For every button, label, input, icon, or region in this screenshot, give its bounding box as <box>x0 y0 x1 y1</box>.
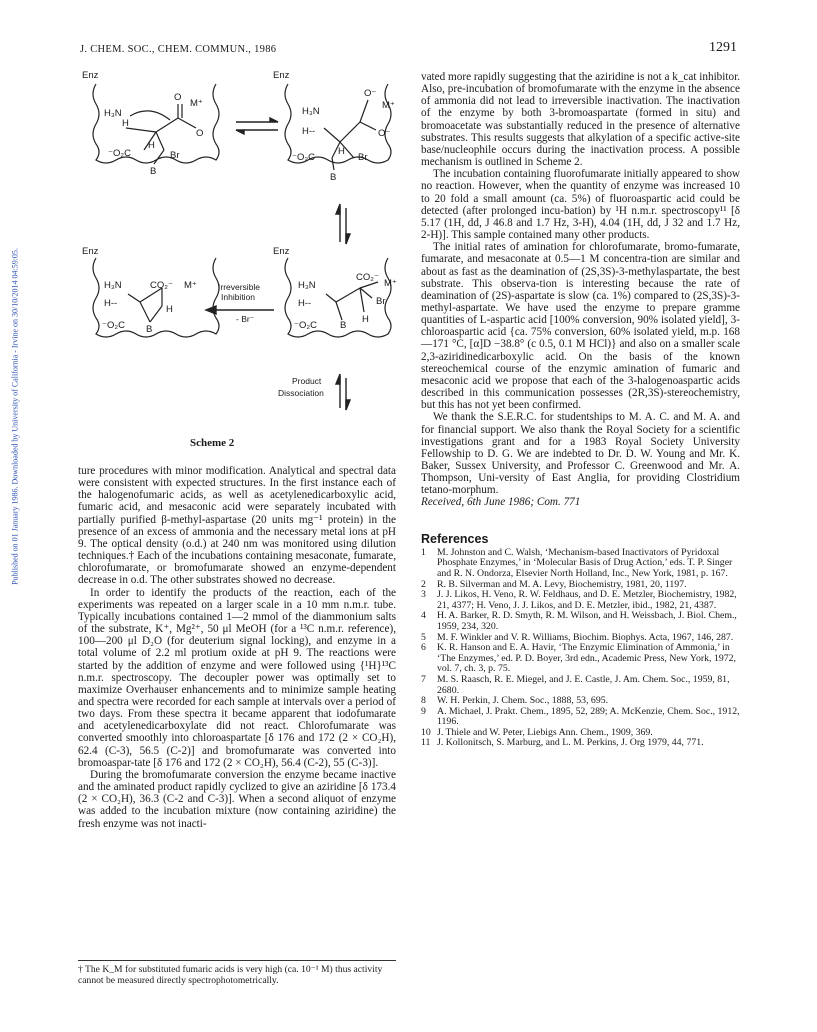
vertical-equilibrium-arrow-1 <box>336 204 350 244</box>
carboxylate-label: CO₂⁻ <box>150 280 173 291</box>
carboxylate-label: ⁻O₂C <box>102 320 125 331</box>
bromine-label: Br <box>376 296 386 307</box>
product-label: Product <box>292 376 322 386</box>
download-watermark <box>8 180 22 660</box>
equilibrium-arrow <box>236 118 278 134</box>
metal-ion-label: M⁺ <box>184 280 197 291</box>
body-paragraph: ture procedures with minor modification. Analytical and spectral data were consistent with expected structures. In the first instance each of the halogenofumaric acids, as well as acetylenedicarboxylic acid, fumaric acid, and mesaconic acid were separately incubated with partially purified β-methyl-aspartase (20 units mg⁻¹ protein) in the presence of an excess of ammonia and the necessary metal ions at pH 9. The optical density (o.d.) at 240 nm was monitored using dilution techniques.† Each of the incubations containing mesaconate, fumarate, chlorofumarate, or bromofumarate showed an enzyme-dependent decrease in o.d. The other substrates showed no decrease. <box>78 465 396 587</box>
amine-label: H₃N <box>302 106 320 117</box>
enz-label: Enz <box>82 246 99 257</box>
bromine-label: Br <box>358 152 368 163</box>
bromine-label: Br <box>170 150 180 161</box>
metal-ion-label: M⁺ <box>384 278 397 289</box>
hydrogen-label: H <box>362 314 369 325</box>
body-paragraph: The initial rates of amination for chlorofumarate, bromo-fumarate, fumarate, and mesaconate at 0.5—1 M concentra-tion are similar and about as fast as the deamination of (2S,3S)-3-methylaspartate, the best substrate. This observa-tion is interesting because the rate of deamination of (2S)-aspartate is slow (ca. 1%) compared to (2S,3S)-3-methyl-aspartate. We have used the enzyme to prepare gramme quantities of L-aspartic acid [100% conversion, 90% isolated yield], 3-chloroaspartic acid {ca. 75% conversion, 60% isolated yield, m.p. 168—171 °C, [α]D −38.8° (c 0.5, 0.1 M HCl)} and also on a smaller scale 2,3-aziridinedicarboxylic acid. On the basis of the known stereochemical course of the enzymic amination of fumaric and mesaconic acid we propose that each of the 3-halogenoaspartic acids described in this communication possesses (2R,3S)-stereochemistry, but this has not yet been confirmed. <box>421 241 740 412</box>
footnote-divider <box>78 960 396 961</box>
base-label: B <box>150 166 157 177</box>
metal-ion-label: M⁺ <box>190 98 203 109</box>
hydrogen-label: H-- <box>298 298 312 309</box>
metal-ion-label: M⁺ <box>382 100 395 111</box>
hydrogen-label: H <box>338 146 345 157</box>
reference-item: 11 J. Kollonitsch, S. Marburg, and L. M. Perkins, J. Org 1979, 44, 771. <box>421 737 704 749</box>
reference-item: 7 M. S. Raasch, R. E. Miegel, and J. E. Castle, J. Am. Chem. Soc., 1959, 81, 2680. <box>421 673 730 696</box>
inhibition-label: Inhibition <box>221 292 256 302</box>
carboxylate-label: CO₂⁻ <box>356 272 379 283</box>
enz-label: Enz <box>82 70 99 81</box>
irreversible-label: Irreversible <box>218 282 261 292</box>
dissociation-label: Dissociation <box>278 388 324 398</box>
oxide-label: O⁻ <box>364 88 377 99</box>
running-header: J. CHEM. SOC., CHEM. COMMUN., 1986 <box>80 44 277 55</box>
hydrogen-label: H-- <box>104 298 118 309</box>
hydrogen-label: H-- <box>302 126 316 137</box>
scheme-caption: Scheme 2 <box>190 437 235 449</box>
reference-item: 2 R. B. Silverman and M. A. Levy, Biochemistry, 1981, 20, 1197. <box>421 578 687 590</box>
vertical-equilibrium-arrow-2 <box>336 374 350 410</box>
page-number: 1291 <box>709 40 737 55</box>
base-label: B <box>146 324 153 335</box>
reference-item: 8 W. H. Perkin, J. Chem. Soc., 1888, 53, 695. <box>421 695 609 707</box>
hydrogen-label: H <box>148 140 155 151</box>
footnote: † The K_M for substituted fumaric acids is very high (ca. 10⁻¹ M) thus activity cannot be measured directly spectrophotometrically. <box>78 964 383 986</box>
body-paragraph: During the bromofumarate conversion the enzyme became inactive and the aminated product rapidly cyclized to give an aziridine [δ 173.4 (2 × CO₂H), 36.3 (C-2 and C-3)]. When a second aliquot of enzyme was added to the incubation mixture (now containing aziridine) the fresh enzyme was not inacti- <box>78 768 396 830</box>
references-heading: References <box>421 531 489 546</box>
irreversible-inhibition-arrow <box>206 306 274 314</box>
reference-item: 10 J. Thiele and W. Peter, Liebigs Ann. Chem., 1909, 369. <box>421 726 653 738</box>
oxide-label: O⁻ <box>378 128 391 139</box>
amine-label: H₃N <box>298 280 316 291</box>
reference-item: 3 J. J. Likos, H. Veno, R. W. Feldhaus, and D. E. Metzler, Biochemistry, 1982, 21, 4377; H. Veno, J. J. Likos, and D. E. Metzler, ibid., 1982, 21, 4387. <box>421 589 737 611</box>
left-column <box>78 465 396 830</box>
base-label: B <box>340 320 347 331</box>
reference-item: 1 M. Johnston and C. Walsh, ‘Mechanism-based Inactivators of Pyridoxal Phosphate Enzymes,’ in ‘Molecular Basis of Drug Action,’ eds. T. P. Singer and R. N. Ondorza, Elsevier North Holland, Inc., New York, 1981, p. 167. <box>421 546 733 579</box>
right-column <box>421 71 740 749</box>
base-label: B <box>330 172 337 183</box>
amine-label: H₃N <box>104 108 122 119</box>
body-paragraph: In order to identify the products of the reaction, each of the experiments was repeated on a larger scale in a 10 mm n.m.r. tube. Typically incubations contained 1—2 mmol of the diammonium salts of the substrate, K⁺, Mg²⁺, 50 μl MeOH (for a ¹³C n.m.r. reference), 100—200 μl D₂O (for deuterium signal locking), and enzyme in a total volume of 2.2 ml protium oxide at pH 9. The reactions were started by the addition of enzyme and were followed using {¹H}¹³C n.m.r. spectroscopy. The decoupler power was optimally set to maximize Overhauser enhancements and to minimize sample heating and spectra were recorded for each sample at intervals over a period of two days. From these spectra it became apparent that iodofumarate and acetylenedicarboxylate did not react. Chlorofumarate was converted smoothly into chloroaspartate [δ 176 and 172 (2 × CO₂H), 62.4 (C-3), 56.5 (C-2)] and bromofumarate was converted into bromoaspar-tate [δ 176 and 172 (2 × CO₂H), 56.4 (C-2), 55 (C-3)]. <box>78 586 396 769</box>
oxygen-label: O <box>174 92 182 103</box>
enz-label: Enz <box>273 70 290 81</box>
body-paragraph: vated more rapidly suggesting that the aziridine is not a k_cat inhibitor. Also, pre-incubation of bromofumarate with the enzyme in the absence of ammonia did not lead to irreversible inactivation. The inactivation of the enzyme by both 3-bromoaspartate (formed in situ) and bromoacetate was substantially reduced in the presence of alternative substrates. This results suggests that alkylation of a specific active-site base/nucleophile occurs during the inactivation process. A possible mechanism is outlined in Scheme 2. <box>421 71 740 169</box>
reference-list <box>421 548 740 749</box>
received-date: Received, 6th June 1986; Com. 771 <box>421 496 581 509</box>
reference-item: 9 A. Michael, J. Prakt. Chem., 1895, 52, 289; A. McKenzie, Chem. Soc., 1912, 1196. <box>421 705 740 728</box>
amine-label: H₃N <box>104 280 122 291</box>
body-paragraph: The incubation containing fluorofumarate initially appeared to show no reaction. However, when the quantity of enzyme was increased 10 to 20 fold a small amount (ca. 5%) of fluoroaspartic acid could be detected (after prolonged incu-bation) by ¹H n.m.r. spectroscopy¹¹ [δ 5.17 (1H, dd, J 46.8 and 1.7 Hz, 3-H), 4.04 (1H, dd, J 32 and 1.7 Hz, 2-H)]. This sample contained many other products. <box>421 168 740 242</box>
scheme-2-diagram <box>78 66 413 451</box>
carboxylate-label: ⁻O₂C <box>292 152 315 163</box>
download-watermark-text: Published on 01 January 1986. Downloaded by University of California - Irvine on 30/10/2014 04:59:05. <box>10 248 20 585</box>
reference-item: 6 K. R. Hanson and E. A. Havir, ‘The Enzymic Elimination of Ammonia,’ in ‘The Enzymes,’ ed. P. D. Boyer, 3rd edn., Academic Press, New York, 1972, vol. 7, ch. 3, p. 75. <box>421 642 736 675</box>
bromide-loss-label: - Br⁻ <box>236 314 255 324</box>
reference-item: 5 M. F. Winkler and V. R. Williams, Biochim. Biophys. Acta, 1967, 146, 287. <box>421 631 734 643</box>
hydrogen-label: H <box>166 304 173 315</box>
oxygen-label: O <box>196 128 204 139</box>
acknowledgements: We thank the S.E.R.C. for studentships to M. A. C. and M. A. and for financial support. We also thank the Royal Society for a scientific investigations grant and for a 1983 Royal Society University Fellowship to D. G. We are indebted to Dr. D. W. Young and Mr. K. Baker, Sussex University, and Professor C. Greenwood and Mr. A. Thompson, Uni-versity of East Anglia, for providing Clostridium tetano-morphum. <box>421 411 740 497</box>
enz-label: Enz <box>273 246 290 257</box>
carboxylate-label: ⁻O₂C <box>108 148 131 159</box>
hydrogen-label: H <box>122 118 129 129</box>
reference-item: 4 H. A. Barker, R. D. Smyth, R. M. Wilson, and H. Weissbach, J. Biol. Chem., 1959, 234, 320. <box>421 610 737 632</box>
carboxylate-label: ⁻O₂C <box>294 320 317 331</box>
